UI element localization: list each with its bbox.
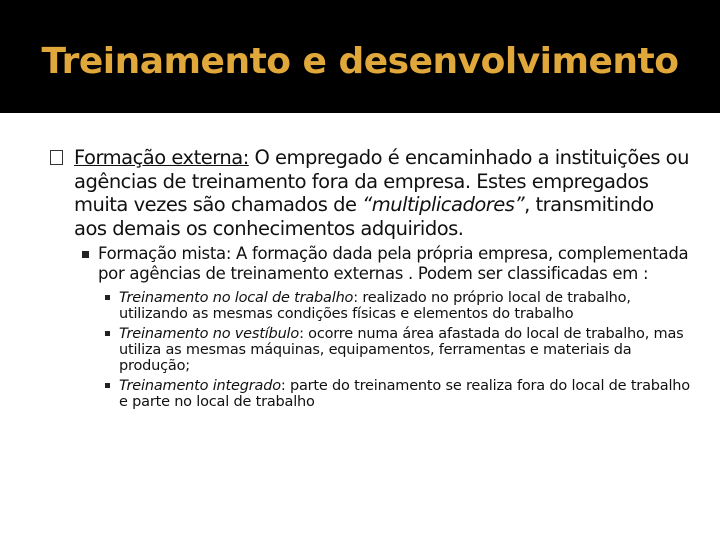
checkbox-bullet-icon	[50, 150, 63, 165]
bullet-text: Formação mista: A formação dada pela própria empresa, complementada por agências de treinamento externas . Podem ser classificadas em :	[98, 244, 689, 283]
bullet-lead: Treinamento integrado	[119, 378, 281, 394]
bullet-lead: Formação externa:	[74, 146, 249, 169]
bullet-lead: Treinamento no local de trabalho	[119, 290, 354, 306]
bullet-emphasis: “multiplicadores”	[362, 193, 525, 216]
slide-body	[50, 146, 690, 410]
bullet-lead: Treinamento no vestíbulo	[119, 326, 300, 342]
bullet-text: O empregado é encaminhado a instituições ou agências de treinamento fora da empresa. Estes empregados muita vezes são chamados de	[74, 146, 689, 216]
bullet-text: : parte do treinamento se realiza fora do local de trabalho e parte no local de trabalho	[119, 378, 690, 410]
square-bullet-icon	[82, 251, 89, 258]
slide-title: Treinamento e desenvolvimento	[41, 41, 679, 82]
bullet-formacao-externa	[50, 146, 690, 240]
square-bullet-icon	[105, 383, 110, 388]
square-bullet-icon	[105, 331, 110, 336]
bullet-vestibulo	[119, 326, 690, 374]
bullet-formacao-mista	[98, 244, 690, 284]
bullet-local-de-trabalho	[119, 290, 690, 322]
square-bullet-icon	[105, 295, 110, 300]
bullet-text: : realizado no próprio local de trabalho, utilizando as mesmas condições físicas e elementos do trabalho	[119, 290, 631, 322]
bullet-tail: , transmitindo aos demais os conhecimentos adquiridos.	[74, 193, 654, 240]
bullet-integrado	[119, 378, 690, 410]
bullet-text: : ocorre numa área afastada do local de trabalho, mas utiliza as mesmas máquinas, equipamentos, ferramentas e materiais da produção;	[119, 326, 684, 374]
